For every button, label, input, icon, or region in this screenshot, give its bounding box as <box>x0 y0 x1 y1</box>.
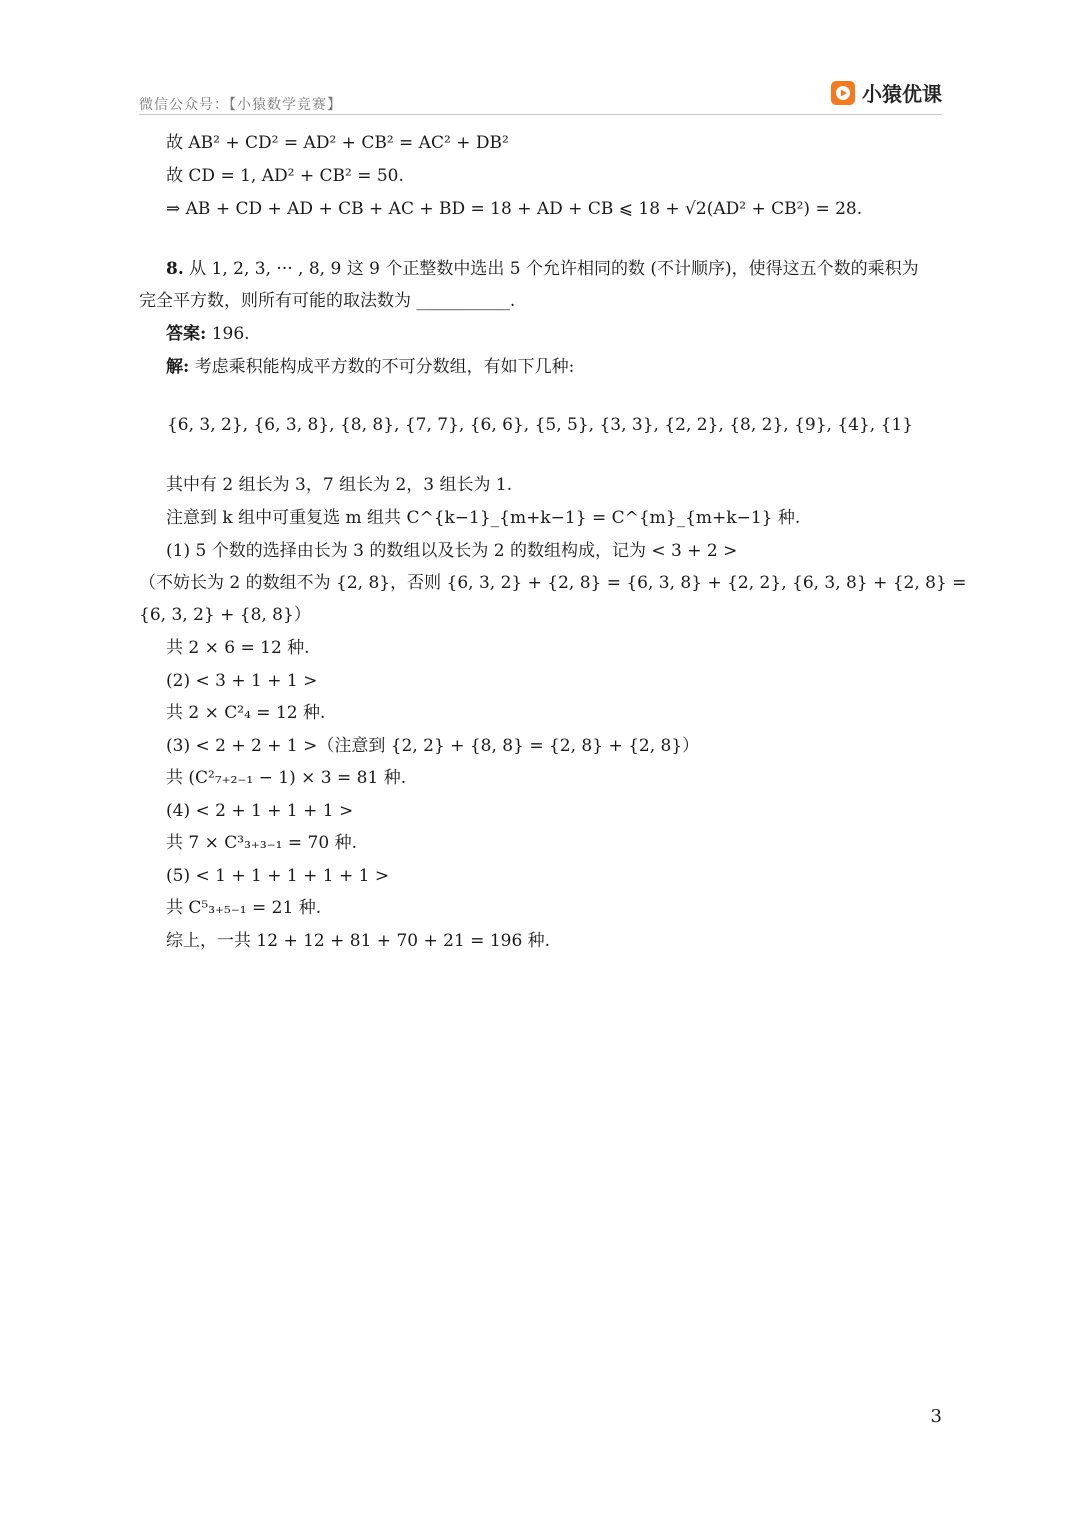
solution-intro: 考虑乘积能构成平方数的不可分数组，有如下几种: <box>194 357 575 377</box>
solution-line: 综上，一共 12 + 12 + 81 + 70 + 21 = 196 种. <box>166 931 551 951</box>
problem-line-1 <box>166 258 919 280</box>
solution-line: 共 7 × C³₃₊₃₋₁ = 70 种. <box>166 833 357 853</box>
solution-line: 共 2 × C²₄ = 12 种. <box>166 703 326 723</box>
solution-line: (5) < 1 + 1 + 1 + 1 + 1 > <box>166 866 390 886</box>
brand-name: 小猿优课 <box>862 82 942 106</box>
brand-logo <box>830 78 942 107</box>
source-label: 微信公众号：【小猿数学竞赛】 <box>139 97 342 113</box>
problem-line-2: 完全平方数，则所有可能的取法数为 ___________. <box>139 291 516 311</box>
solution-label: 解: <box>166 357 190 377</box>
solution-intro-line <box>166 356 574 378</box>
solution-line: 共 (C²₇₊₂₋₁ − 1) × 3 = 81 种. <box>166 768 407 788</box>
solution-line: (3) < 2 + 2 + 1 >（注意到 {2, 2} + {8, 8} = {2, 8} + {2, 8}） <box>166 736 700 756</box>
answer-line <box>166 323 250 345</box>
answer-label: 答案: <box>166 324 207 344</box>
solution-line: 注意到 k 组中可重复选 m 组共 C^{k−1}_{m+k−1} = C^{m}_{m+k−1} 种. <box>166 508 801 528</box>
solution-line: {6, 3, 2} + {8, 8}） <box>139 605 311 625</box>
proof-line-3: ⇒ AB + CD + AD + CB + AC + BD = 18 + AD + CB ⩽ 18 + √2(AD² + CB²) = 28. <box>166 199 863 219</box>
page-number: 3 <box>930 1406 942 1427</box>
solution-line: (2) < 3 + 1 + 1 > <box>166 671 318 691</box>
proof-line-2: 故 CD = 1, AD² + CB² = 50. <box>166 166 404 186</box>
page-header <box>139 78 942 115</box>
solution-line: 共 C⁵₃₊₅₋₁ = 21 种. <box>166 898 322 918</box>
solution-line: （不妨长为 2 的数组不为 {2, 8}，否则 {6, 3, 2} + {2, 8} = {6, 3, 8} + {2, 2}, {6, 3, 8} + {2, 8} = <box>139 573 967 593</box>
answer-value: 196. <box>211 324 250 344</box>
solution-line: (1) 5 个数的选择由长为 3 的数组以及长为 2 的数组构成，记为 < 3 + 2 > <box>166 541 738 561</box>
groups-display: {6, 3, 2}, {6, 3, 8}, {8, 8}, {7, 7}, {6, 6}, {5, 5}, {3, 3}, {2, 2}, {8, 2}, {9}, {4}, {1} <box>166 415 914 435</box>
problem-text: 从 1, 2, 3, ··· , 8, 9 这 9 个正整数中选出 5 个允许相同的数 (不计顺序)，使得这五个数的乘积为 <box>189 259 919 279</box>
solution-line: 其中有 2 组长为 3，7 组长为 2，3 组长为 1. <box>166 475 513 495</box>
problem-number: 8. <box>166 259 184 279</box>
proof-line-1: 故 AB² + CD² = AD² + CB² = AC² + DB² <box>166 133 509 153</box>
play-logo-icon <box>830 80 856 106</box>
solution-line: (4) < 2 + 1 + 1 + 1 > <box>166 801 354 821</box>
solution-line: 共 2 × 6 = 12 种. <box>166 638 310 658</box>
